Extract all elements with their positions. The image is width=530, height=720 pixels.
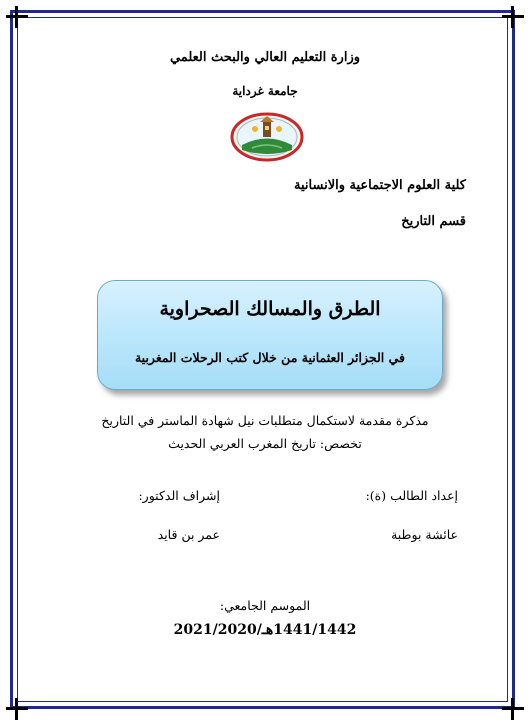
university-emblem-icon xyxy=(230,112,304,162)
memo-statement: مذكرة مقدمة لاستكمال متطلبات نيل شهادة الماستر في التاريخ xyxy=(101,413,429,428)
corner-mark-bottom-right xyxy=(502,698,524,720)
supervision-label: إشراف الدكتور: xyxy=(138,488,220,503)
corner-mark-top-left xyxy=(6,6,28,28)
corner-mark-top-right xyxy=(502,6,524,28)
student-name: عائشة بوطبة xyxy=(391,527,458,542)
academic-season-years: 1441/1442هـ/2021/2020 xyxy=(173,622,357,638)
corner-mark-bottom-left xyxy=(6,698,28,720)
thesis-title: الطرق والمسالك الصحراوية xyxy=(159,298,381,320)
thesis-subtitle: في الجزائر العثمانية من خلال كتب الرحلات المغربية xyxy=(134,350,406,365)
ministry-name: وزارة التعليم العالي والبحث العلمي xyxy=(169,50,361,65)
department-name: قسم التاريخ xyxy=(401,214,466,229)
university-name: جامعة غرداية xyxy=(232,84,298,98)
faculty-name: كلية العلوم الاجتماعية والانسانية xyxy=(294,178,466,193)
academic-season-label: الموسم الجامعي: xyxy=(219,598,311,613)
title-box xyxy=(97,280,443,390)
supervisor-name: عمر بن قايد xyxy=(157,527,220,542)
specialization: تخصص: تاريخ المغرب العربي الحديث xyxy=(168,436,362,451)
prepared-by-label: إعداد الطالب (ة): xyxy=(365,488,458,503)
